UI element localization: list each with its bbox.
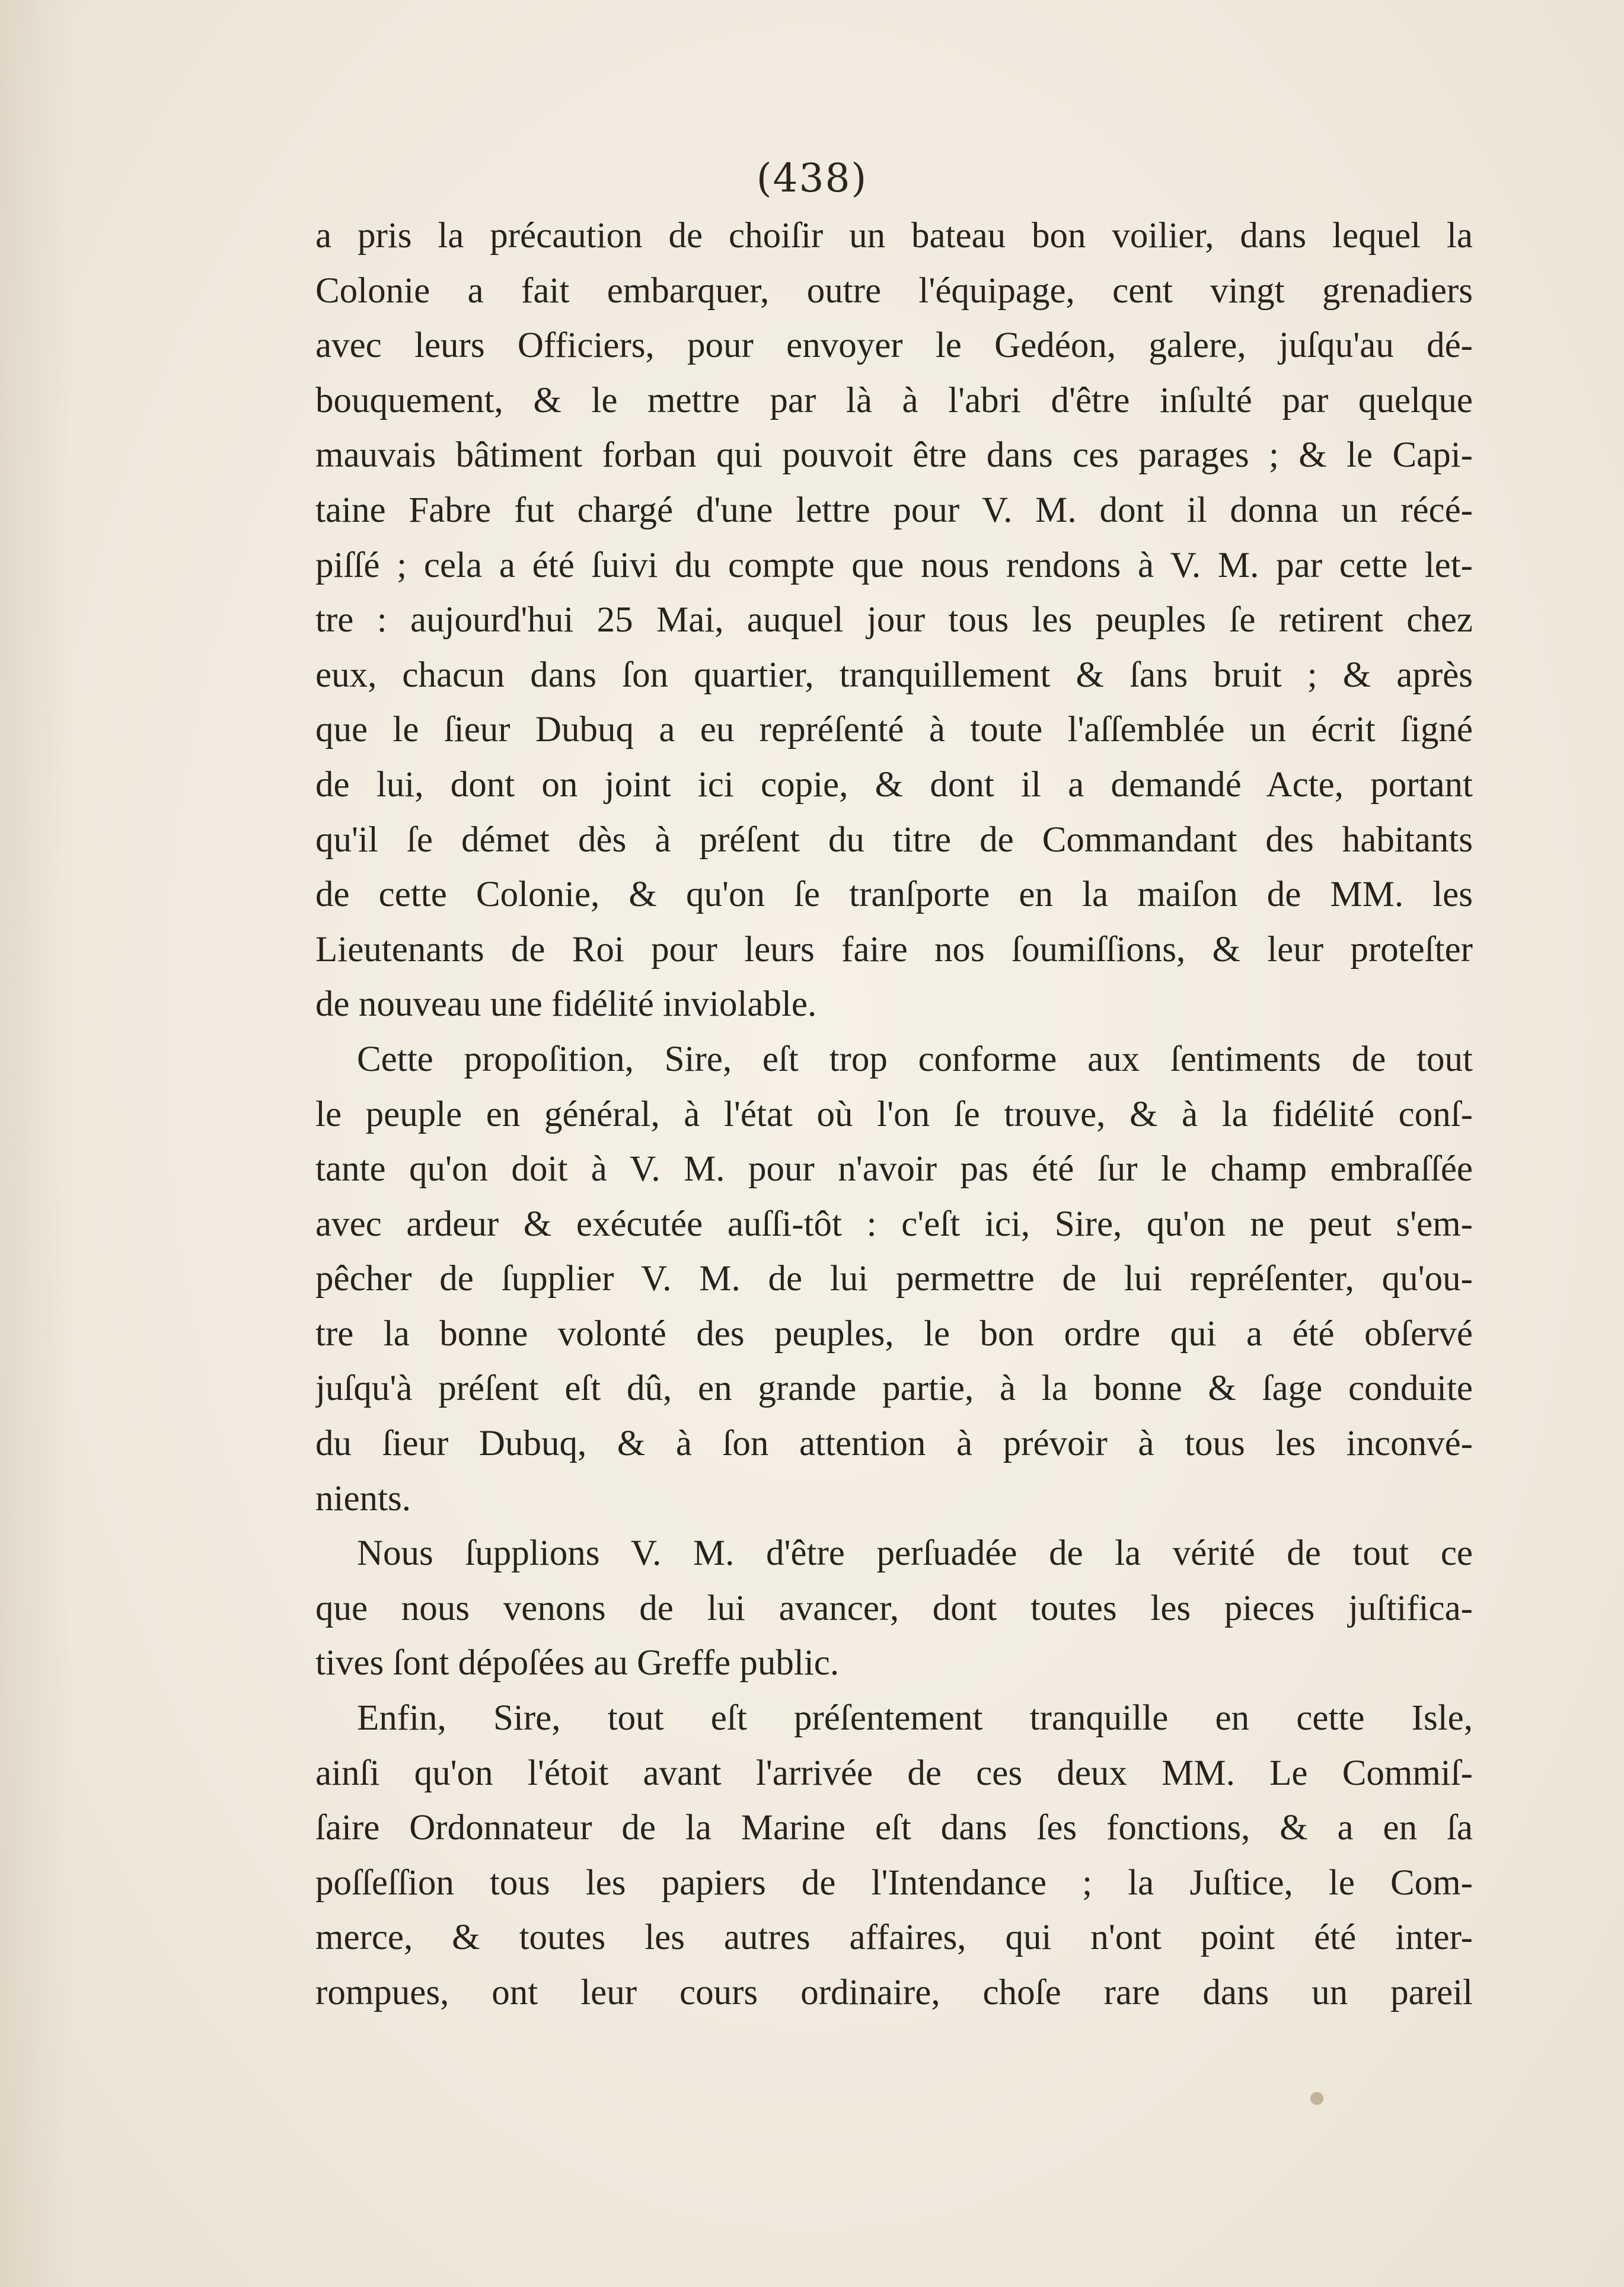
- text-line: taine Fabre fut chargé d'une lettre pour V. M. dont il donna un récé-: [315, 490, 1473, 530]
- text-line: le peuple en général, à l'état où l'on ſe trouve, & à la fidélité conſ-: [315, 1094, 1473, 1134]
- paragraph: [315, 1526, 1473, 1691]
- text-line: Enfin, Sire, tout eſt préſentement tranquille en cette Isle,: [357, 1698, 1473, 1739]
- text-line: rompues, ont leur cours ordinaire, choſe rare dans un pareil: [315, 1973, 1473, 2012]
- text-line: de cette Colonie, & qu'on ſe tranſporte en la maiſon de MM. les: [315, 875, 1473, 915]
- text-line: merce, & toutes les autres affaires, qui n'ont point été inter-: [315, 1918, 1473, 1958]
- text-line: eux, chacun dans ſon quartier, tranquillement & ſans bruit ; & après: [315, 655, 1473, 695]
- text-line: ſaire Ordonnateur de la Marine eſt dans ſes fonctions, & a en ſa: [315, 1808, 1473, 1848]
- text-line: bouquement, & le mettre par là à l'abri d'être inſulté par quelque: [315, 380, 1473, 420]
- body-text: [315, 209, 1473, 2021]
- text-line: pêcher de ſupplier V. M. de lui permettre de lui repréſenter, qu'ou-: [315, 1259, 1473, 1299]
- text-line: tives ſont dépoſées au Greffe public.: [315, 1643, 840, 1683]
- text-line: avec leurs Officiers, pour envoyer le Gedéon, galere, juſqu'au dé-: [315, 326, 1473, 366]
- text-line: poſſeſſion tous les papiers de l'Intendance ; la Juſtice, le Com-: [315, 1862, 1473, 1903]
- text-line: de nouveau une fidélité inviolable.: [315, 984, 817, 1025]
- text-line: de lui, dont on joint ici copie, & dont il a demandé Acte, portant: [315, 764, 1473, 805]
- text-line: que le ſieur Dubuq a eu repréſenté à toute l'aſſemblée un écrit ſigné: [315, 710, 1473, 750]
- paragraph: [315, 209, 1473, 1032]
- text-line: du ſieur Dubuq, & à ſon attention à prévoir à tous les inconvé-: [315, 1424, 1473, 1464]
- page-number: (438): [756, 155, 868, 201]
- text-line: tante qu'on doit à V. M. pour n'avoir pas été ſur le champ embraſſée: [315, 1149, 1473, 1189]
- text-line: a pris la précaution de choiſir un bateau bon voilier, dans lequel la: [315, 216, 1473, 256]
- text-line: que nous venons de lui avancer, dont toutes les pieces juſtifica-: [315, 1588, 1473, 1628]
- text-line: mauvais bâtiment forban qui pouvoit être dans ces parages ; & le Capi-: [315, 435, 1473, 476]
- text-line: tre la bonne volonté des peuples, le bon ordre qui a été obſervé: [315, 1313, 1473, 1354]
- text-line: qu'il ſe démet dès à préſent du titre de Commandant des habitants: [315, 819, 1473, 860]
- text-line: juſqu'à préſent eſt dû, en grande partie, à la bonne & ſage conduite: [315, 1369, 1473, 1409]
- text-line: avec ardeur & exécutée auſſi-tôt : c'eſt ici, Sire, qu'on ne peut s'em-: [315, 1204, 1473, 1244]
- paragraph: [315, 1032, 1473, 1526]
- text-line: Cette propoſition, Sire, eſt trop conforme aux ſentiments de tout: [357, 1039, 1473, 1079]
- text-line: tre : aujourd'hui 25 Mai, auquel jour tous les peuples ſe retirent chez: [315, 600, 1473, 640]
- text-line: nients.: [315, 1478, 411, 1519]
- text-line: piſſé ; cela a été ſuivi du compte que nous rendons à V. M. par cette let-: [315, 545, 1473, 585]
- text-line: Nous ſupplions V. M. d'être perſuadée de la vérité de tout ce: [357, 1533, 1473, 1574]
- text-line: ainſi qu'on l'étoit avant l'arrivée de ces deux MM. Le Commiſ-: [315, 1753, 1473, 1793]
- text-line: Colonie a fait embarquer, outre l'équipage, cent vingt grenadiers: [315, 270, 1473, 311]
- paper-blemish: [1310, 2092, 1323, 2105]
- paragraph: [315, 1691, 1473, 2021]
- text-line: Lieutenants de Roi pour leurs faire nos ſoumiſſions, & leur proteſter: [315, 929, 1473, 969]
